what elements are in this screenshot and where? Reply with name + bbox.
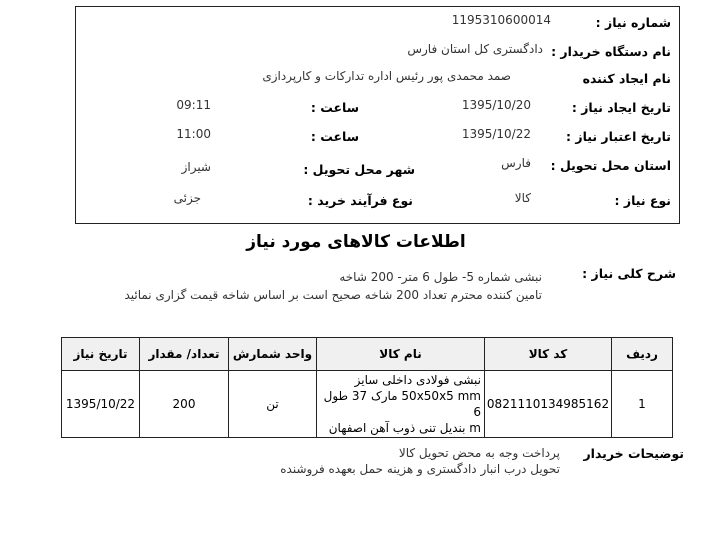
created-date-label: تاریخ ایجاد نیاز : xyxy=(571,100,671,115)
delivery-city-label: شهر محل تحویل : xyxy=(303,162,415,177)
cell-qty: 200 xyxy=(140,371,229,438)
need-number-value: 1195310600014 xyxy=(451,13,551,27)
cell-name xyxy=(317,371,485,438)
cell-row: 1 xyxy=(612,371,673,438)
created-time-label: ساعت : xyxy=(310,100,359,115)
col-qty: تعداد/ مقدار xyxy=(140,338,229,371)
cell-code: 0821110134985162 xyxy=(485,371,612,438)
general-desc-line1: نبشی شماره 5- طول 6 متر- 200 شاخه xyxy=(339,270,542,284)
cell-unit: تن xyxy=(229,371,317,438)
valid-date-value: 1395/10/22 xyxy=(461,127,531,141)
buyer-org-value: دادگستری کل استان فارس xyxy=(407,42,543,56)
col-name: نام کالا xyxy=(317,338,485,371)
delivery-province-label: استان محل تحویل : xyxy=(550,158,671,173)
cell-name-line1: نبشی فولادی داخلی سایز xyxy=(354,373,481,387)
delivery-city-value: شیراز xyxy=(181,160,211,174)
valid-time-value: 11:00 xyxy=(176,127,211,141)
need-type-value: کالا xyxy=(514,191,531,205)
need-info-box xyxy=(75,6,680,224)
creator-value: صمد محمدی پور رئیس اداره تدارکات و کارپردازی xyxy=(262,69,511,83)
section-title: اطلاعات کالاهای مورد نیاز xyxy=(246,232,466,252)
col-code: کد کالا xyxy=(485,338,612,371)
buyer-notes-line2: تحویل درب انبار دادگستری و هزینه حمل بعهده فروشنده xyxy=(280,462,560,476)
col-row: ردیف xyxy=(612,338,673,371)
purchase-process-value: جزئی xyxy=(173,191,201,205)
buyer-notes-line1: پرداخت وجه به محض تحویل کالا xyxy=(398,446,560,460)
col-date: تاریخ نیاز xyxy=(62,338,140,371)
table-row xyxy=(62,371,673,438)
buyer-notes-label: توضیحات خریدار xyxy=(583,446,684,461)
cell-name-line2: 50x50x5 mm مارک 37 طول 6 xyxy=(323,389,481,419)
purchase-process-label: نوع فرآیند خرید : xyxy=(307,193,413,208)
created-date-value: 1395/10/20 xyxy=(461,98,531,112)
buyer-org-label: نام دستگاه خریدار : xyxy=(551,44,671,59)
items-table xyxy=(61,337,673,438)
table-header-row xyxy=(62,338,673,371)
need-type-label: نوع نیاز : xyxy=(614,193,671,208)
general-desc-label: شرح کلی نیاز : xyxy=(582,266,676,281)
general-desc-line2: تامین کننده محترم تعداد 200 شاخه صحیح است بر اساس شاخه قیمت گزاری نمائید xyxy=(124,288,542,302)
need-number-label: شماره نیاز : xyxy=(595,15,671,30)
creator-label: نام ایجاد کننده xyxy=(582,71,671,86)
cell-name-line3: m بندیل تنی ذوب آهن اصفهان xyxy=(328,421,481,435)
valid-time-label: ساعت : xyxy=(310,129,359,144)
cell-date: 1395/10/22 xyxy=(62,371,140,438)
col-unit: واحد شمارش xyxy=(229,338,317,371)
delivery-province-value: فارس xyxy=(501,156,531,170)
valid-date-label: تاریخ اعتبار نیاز : xyxy=(566,129,671,144)
created-time-value: 09:11 xyxy=(176,98,211,112)
